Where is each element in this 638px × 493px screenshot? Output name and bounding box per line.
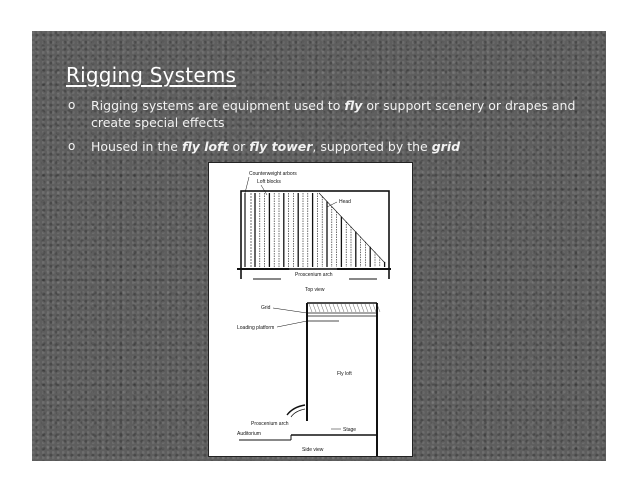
label-proscenium-arch-top: Proscenium arch (295, 272, 333, 278)
label-loft-blocks: Loft blocks (257, 179, 281, 185)
grid-hatching (309, 304, 380, 312)
label-loading-platform: Loading platform (237, 325, 275, 331)
caption-side-view: Side view (302, 447, 324, 453)
grid-hatch-line (333, 304, 336, 312)
bullet-list (66, 97, 596, 162)
battens (255, 193, 385, 267)
bullet-text: or (228, 139, 250, 154)
label-head: Head (339, 199, 351, 205)
label-fly-loft: Fly loft (337, 371, 352, 377)
grid-hatch-line (365, 304, 368, 312)
grid-hatch-line (309, 304, 312, 312)
bullet-emphasis: grid (431, 139, 461, 154)
grid-hatch-line (317, 304, 320, 312)
slide-title: Rigging Systems (66, 63, 237, 87)
bullet-text: , supported by the (312, 139, 432, 154)
top-view (237, 171, 391, 293)
label-auditorium: Auditorium (237, 431, 261, 437)
grid-hatch-line (341, 304, 344, 312)
bullet-text: Rigging systems are equipment used to (91, 98, 345, 113)
bullet-emphasis: fly tower (249, 139, 313, 154)
grid-hatch-line (373, 304, 376, 312)
grid-hatch-line (325, 304, 328, 312)
bullet-text: or support scenery or drapes and create special effects (91, 98, 576, 130)
label-grid: Grid (261, 305, 271, 311)
grid-hatch-line (313, 304, 316, 312)
bullet-emphasis: fly loft (181, 139, 229, 154)
rigging-diagram-svg (209, 163, 412, 456)
grid-hatch-line (321, 304, 324, 312)
caption-top-view: Top view (305, 287, 325, 293)
label-counterweight-arbors: Counterweight arbors (249, 171, 297, 177)
grid-hatch-line (337, 304, 340, 312)
label-stage: Stage (343, 427, 357, 433)
bullet-emphasis: fly (344, 98, 363, 113)
bullet-item (66, 97, 596, 131)
grid-hatch-line (345, 304, 348, 312)
grid-hatch-line (361, 304, 364, 312)
bullet-item (66, 138, 596, 155)
label-proscenium-arch-side: Proscenium arch (251, 421, 289, 427)
bullet-text: Housed in the (91, 139, 182, 154)
side-view (237, 303, 380, 456)
grid-hatch-line (353, 304, 356, 312)
slide (32, 31, 606, 461)
rigging-diagram (208, 162, 413, 457)
grid-hatch-line (329, 304, 332, 312)
bullet-marker: o (68, 139, 76, 153)
grid-hatch-line (349, 304, 352, 312)
bullet-marker: o (68, 98, 76, 112)
grid-hatch-line (369, 304, 372, 312)
batten-diagonal (319, 193, 385, 263)
grid-hatch-line (357, 304, 360, 312)
